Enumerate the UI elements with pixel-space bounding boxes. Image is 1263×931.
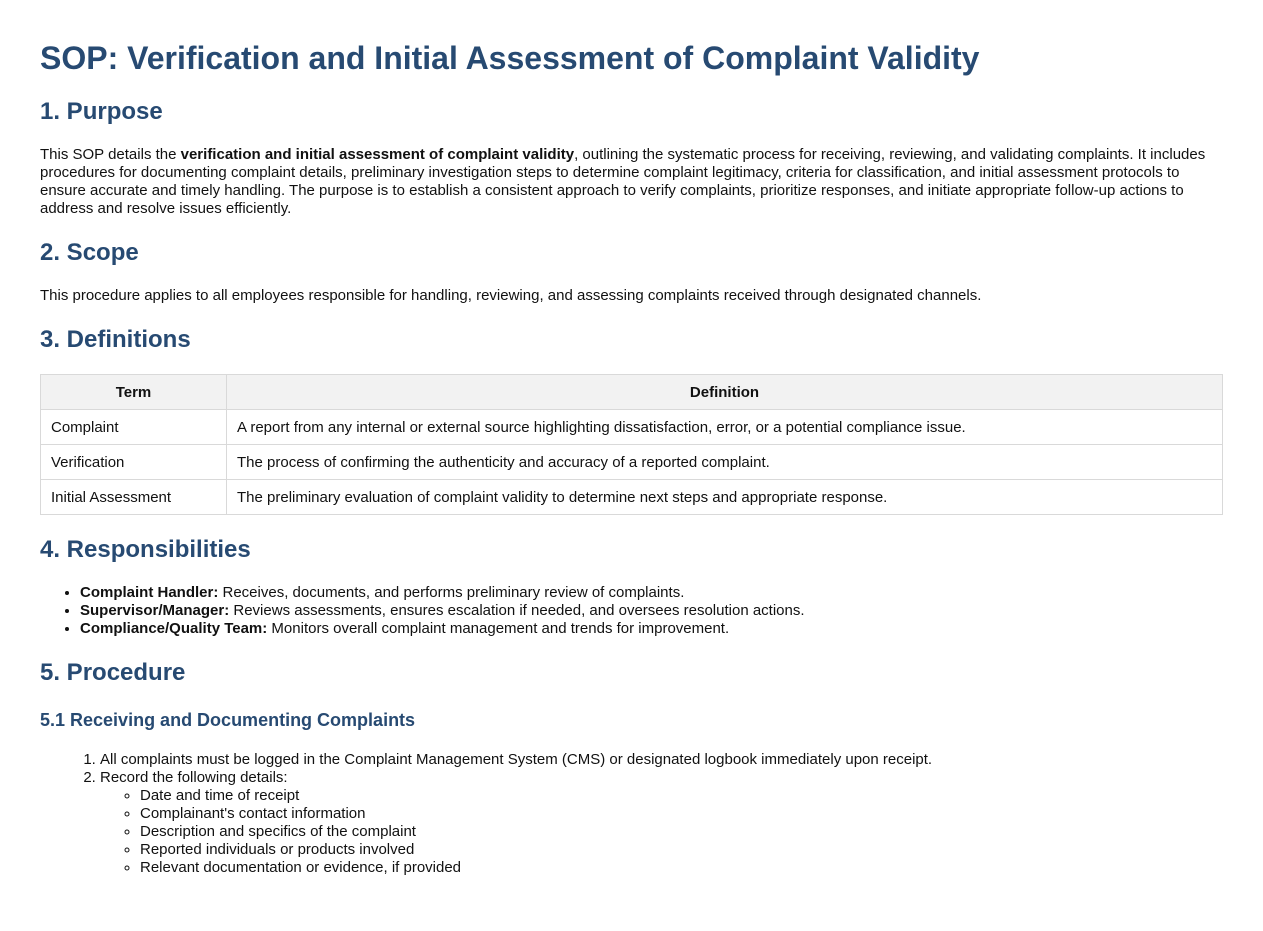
- step-text: All complaints must be logged in the Complaint Management System (CMS) or designated logbook immediately upon receipt.: [100, 751, 933, 768]
- list-item: ◦ Date and time of receipt: [140, 787, 1223, 805]
- list-item: [80, 620, 1223, 638]
- list-item: ◦ Complainant's contact information: [140, 805, 1223, 823]
- term-cell: Verification: [41, 445, 227, 480]
- table-row: [41, 480, 1223, 515]
- scope-heading: 2. Scope: [40, 239, 139, 266]
- procedure-steps: [40, 751, 1223, 877]
- definition-cell: A report from any internal or external source highlighting dissatisfaction, error, or a potential compliance issue.: [227, 410, 1223, 445]
- list-item: [80, 602, 1223, 620]
- definition-cell: The preliminary evaluation of complaint validity to determine next steps and appropriate response.: [227, 480, 1223, 515]
- list-item: [100, 769, 1223, 877]
- term-cell: Complaint: [41, 410, 227, 445]
- step-text: Record the following details:: [100, 769, 288, 786]
- page-title: SOP: Verification and Initial Assessment of Complaint Validity: [40, 40, 980, 76]
- details-list: [100, 787, 1223, 877]
- table-row: [41, 410, 1223, 445]
- role-label: Supervisor/Manager:: [80, 602, 230, 619]
- purpose-text-bold: verification and initial assessment of complaint validity: [180, 146, 575, 163]
- table-header-row: [41, 375, 1223, 410]
- list-item: ◦ Relevant documentation or evidence, if provided: [140, 859, 1223, 877]
- role-description: Reviews assessments, ensures escalation if needed, and oversees resolution actions.: [229, 602, 805, 619]
- procedure-heading: 5. Procedure: [40, 659, 186, 686]
- definition-cell: The process of confirming the authenticity and accuracy of a reported complaint.: [227, 445, 1223, 480]
- subsection-heading: 5.1 Receiving and Documenting Complaints: [40, 710, 416, 730]
- table-row: [41, 445, 1223, 480]
- list-item: ◦ Reported individuals or products involved: [140, 841, 1223, 859]
- role-label: Complaint Handler:: [80, 584, 219, 601]
- purpose-text-before: This SOP details the: [40, 146, 181, 163]
- purpose-heading: 1. Purpose: [40, 98, 163, 125]
- column-header-definition: Definition: [227, 375, 1223, 410]
- responsibilities-heading: 4. Responsibilities: [40, 536, 251, 563]
- definitions-table: [40, 374, 1223, 515]
- scope-paragraph: This procedure applies to all employees responsible for handling, reviewing, and assessing complaints received through designated channels.: [40, 287, 982, 304]
- column-header-term: Term: [41, 375, 227, 410]
- list-item: [100, 751, 1223, 769]
- list-item: ◦ Description and specifics of the complaint: [140, 823, 1223, 841]
- definitions-heading: 3. Definitions: [40, 326, 191, 353]
- purpose-paragraph: [40, 146, 1223, 218]
- role-description: Monitors overall complaint management and trends for improvement.: [267, 620, 730, 637]
- list-item: [80, 584, 1223, 602]
- role-label: Compliance/Quality Team:: [80, 620, 268, 637]
- responsibilities-list: [40, 584, 1223, 638]
- term-cell: Initial Assessment: [41, 480, 227, 515]
- purpose-text-after: , outlining the systematic process for receiving, reviewing, and validating complaints. It includes procedures for documenting complaint details, preliminary investigation steps to determine complaint legitimacy, criteria for classification, and initial assessment protocols to ensure accurate and timely handling. The purpose is to establish a consistent approach to verify complaints, prioritize responses, and initiate appropriate follow-up actions to address and resolve issues efficiently.: [40, 146, 1206, 217]
- role-description: Receives, documents, and performs preliminary review of complaints.: [218, 584, 685, 601]
